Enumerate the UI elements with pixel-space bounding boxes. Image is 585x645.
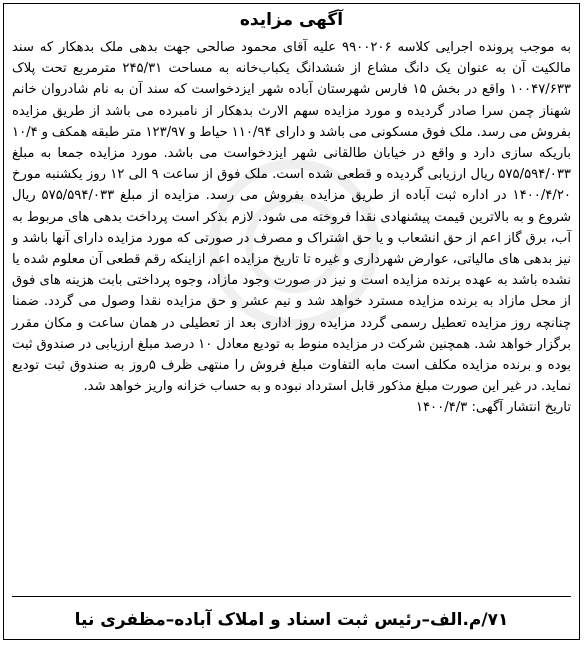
publish-date: تاریخ انتشار آگهی: ۱۴۰۰/۴/۳ — [415, 400, 571, 416]
signature-line: ۷۱/م.الف–رئیس ثبت اسناد و املاک آباده–مظفری نیا — [74, 610, 509, 630]
notice-title: آگهی مزایده — [239, 10, 344, 30]
auction-notice — [3, 3, 580, 640]
notice-body: به موجب پرونده اجرایی کلاسه ۹۹۰۰۲۰۶ علیه آقای محمود صالحی جهت بدهی ملک بدهکار که سند مالکیت آن به عنوان یک دانگ مشاع از ششدانگ یکباب‌خانه به مساحت ۲۴۵/۳۱ مترمربع تحت پلاک ۱۰۰۴۷/۶۳۳ واقع در بخش ۱۵ فارس شهرستان آباده شهر ایزدخواست که سند آن به نام شادروان خانم شهناز چمن سرا صادر گردیده و مورد مزایده سهم الارث بدهکار از نامبرده می باشد از طریق مزایده بفروش می رسد. ملک فوق مسکونی می باشد و دارای ۱۱۰/۹۴ حیاط و ۱۲۳/۹۷ متر طبقه همکف و ۱۰/۴ باریکه سازی دارد و واقع در خیابان طالقانی شهر ایزدخواست می باشد. مورد مزایده جمعا به مبلغ ۵۷۵/۵۹۴/۰۳۳ ریال ارزیابی گردیده و قطعی شده است. ملک فوق از ساعت ۹ الی ۱۲ روز یکشنبه مورخ ۱۴۰۰/۴/۲۰ در اداره ثبت آباده از طریق مزایده بفروش می رسد. مزایده از مبلغ ۵۷۵/۵۹۴/۰۳۳ ریال شروع و به بالاترین قیمت پیشنهادی نقدا فروخته می شود. لازم بذکر است پرداخت بدهی های مربوط به آب، برق گاز اعم از حق انشعاب و یا حق اشتراک و مصرف در صورتی که مورد مزایده دارای آنها باشد و نیز بدهی های مالیاتی، عوارض شهرداری و غیره تا تاریخ مزایده اعم ازاینکه رقم قطعی آن معلوم شده یا نشده باشد به عهده برنده مزایده است و نیز در صورت وجود مازاد، وجوه پرداختی بابت هزینه های فوق از محل مازاد به برنده مزایده مسترد خواهد شد و نیم عشر و حق مزایده نقدا وصول می گردد. ضمنا چنانچه روز مزایده تعطیل رسمی گردد مزایده روز اداری بعد از تعطیلی در همان ساعت و مکان مقرر برگزار خواهد شد. همچنین شرکت در مزایده منوط به تودیع معادل ۱۰ درصد مبلغ ارزیابی در صندوق ثبت بوده و برنده مزایده مکلف است مابه التفاوت مبلغ فروش را منتهی ظرف ۵روز به صندوق ثبت تودیع نماید. در غیر این صورت مبلغ مذکور قابل استرداد نبوده و به حساب خزانه واریز خواهد شد. — [12, 40, 572, 395]
divider — [12, 596, 571, 597]
